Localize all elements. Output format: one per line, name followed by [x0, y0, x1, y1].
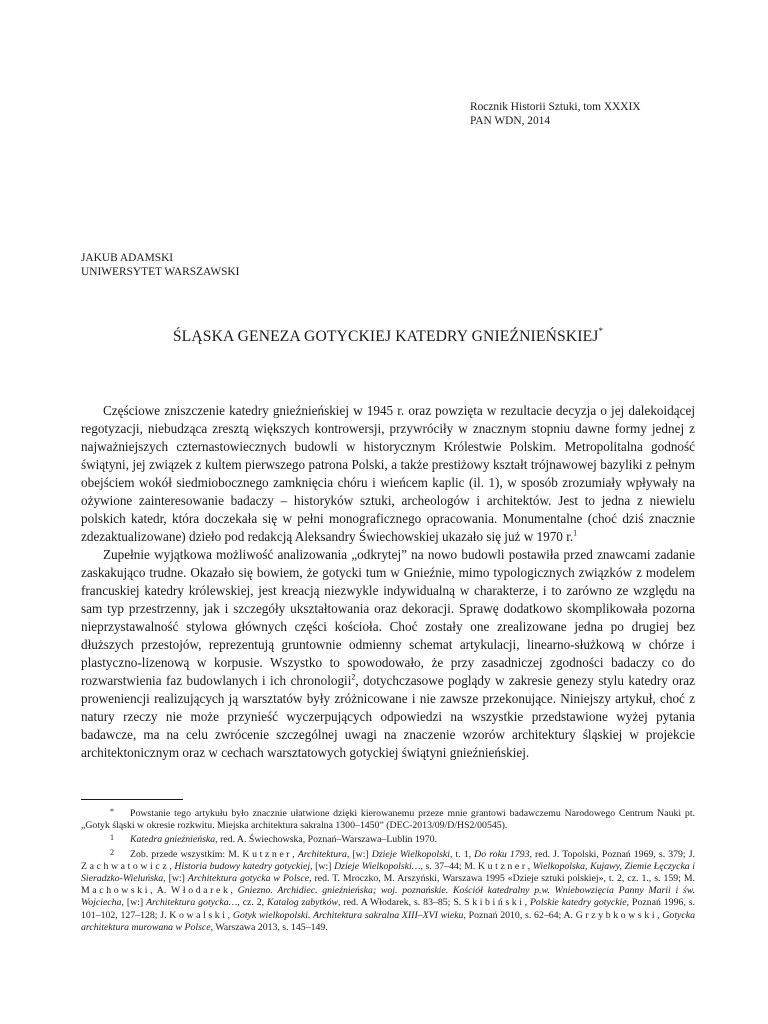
footnotes [81, 806, 695, 934]
footnote-2 [81, 847, 695, 934]
footnote-ref-1[interactable]: 1 [573, 528, 578, 538]
footnote-2-mark: 2 [110, 847, 114, 857]
fn2-work: Historia budowy katedry gotyckiej [174, 860, 311, 872]
author-block [81, 251, 239, 279]
fn2-seg: , [w:] [346, 848, 372, 860]
fn2-seg: , [169, 860, 175, 872]
article-body [81, 402, 695, 762]
fn2-author: Kowalski [169, 909, 228, 921]
fn2-seg: , Poznań 2010, s. 62–64; A. [463, 909, 576, 921]
fn2-seg: , [w:] [121, 897, 147, 909]
fn2-seg: , [w:] [310, 860, 335, 872]
fn2-work: Dzieje Wielkopolski [371, 848, 450, 860]
fn2-seg: , red. J. Topolski, Poznań 1969, s. 379; J. [529, 848, 695, 860]
footnote-star-mark: * [110, 807, 114, 816]
fn2-seg: , [230, 885, 238, 897]
fn2-seg: , Warszawa 2013, s. 145–149. [210, 921, 328, 933]
fn2-work: Wielkopolska, Kujawy, Ziemie Łęczycka i Sieradzko-Wieluńska [81, 860, 696, 885]
fn2-seg: Zob. przede wszystkim: M. [130, 848, 243, 860]
fn2-author: Kutzner [242, 848, 293, 860]
fn2-author: Włodarek [171, 885, 231, 897]
footnote-star-text: Powstanie tego artykułu było znacznie ułatwione dzięki kierowanemu przeze mnie grantowi badawczemu Narodowego Centrum Nauki pt. „Gotyk śląski w okresie rozkwitu. Miejska architektura sakralna 1300–1450” (DEC-2013/09/D/HS2/00545). [81, 808, 695, 832]
fn2-seg: , t. 1, [449, 848, 475, 860]
fn2-author: Skibiński [464, 897, 525, 909]
journal-publisher: PAN WDN, 2014 [470, 115, 551, 127]
fn2-seg: , s. 37–44; M. [420, 860, 478, 872]
fn2-work: Architektura [297, 848, 347, 860]
fn2-work: Do roku 1793 [474, 848, 530, 860]
paragraph-1 [81, 402, 695, 546]
fn2-seg: , [292, 848, 298, 860]
footnote-separator [81, 799, 183, 800]
fn2-work: Dzieje Wielkopolski… [334, 860, 421, 872]
journal-title: Rocznik Historii Sztuki, tom XXXIX [470, 101, 641, 113]
footnote-1-text: , red. A. Świechowska, Poznań–Warszawa–Lublin 1970. [215, 834, 437, 846]
paragraph-2-text-b: , dotychczasowe poglądy w zakresie genezy stylu katedry oraz proweniencji realizujących ją warsztatów były zróżnicowane i nie zawsze przekonujące. Niniejszy artykuł, choć z natury rzeczy nie może przynieść wyczerpujących odpowiedzi na wszystkie przedstawione wyżej pytania badawcze, ma na celu zwrócenie szczególnej uwagi na znaczenie wzorów architektury śląskiej w projekcie architektonicznym oraz w cechach warsztatowych gotyckiej świątyni gnieźnieńskiej. [81, 673, 695, 760]
author-affiliation: UNIWERSYTET WARSZAWSKI [81, 266, 240, 278]
fn2-author: Kutzner [477, 860, 528, 872]
fn2-seg: , A. [150, 885, 172, 897]
article-title-text: ŚLĄSKA GENEZA GOTYCKIEJ KATEDRY GNIEŹNIEŃSKIEJ [172, 328, 599, 346]
fn2-work: Gotyk wielkopolski. Architektura sakralna XIII–XVI wieku [232, 909, 464, 921]
author-name: JAKUB ADAMSKI [81, 252, 174, 264]
footnote-1-title: Katedra gnieźnieńska [130, 834, 216, 846]
footnote-1 [81, 832, 695, 846]
footnote-ref-2[interactable]: 2 [351, 672, 356, 682]
title-footnote-mark[interactable]: * [598, 326, 604, 336]
paragraph-1-text: Częściowe zniszczenie katedry gnieźnieńskiej w 1945 r. oraz powzięta w rezultacie decyzja o jej dalekoidącej regotyzacji, niebudząca zresztą większych kontrowersji, przywróciły w znacznym stopniu dawne formy jednej z najważniejszych czternastowiecznych budowli w historycznym Królestwie Polskim. Metropolitalna godność świątyni, jej związek z kultem pierwszego patrona Polski, a także prestiżowy kształt trójnawowej bazyliki z pełnym obejściem wokół siedmiobocznego zamknięcia chóru i wieńcem kaplic (il. 1), w sposób zrozumiały wpływały na ożywione zainteresowanie badaczy – historyków sztuki, archeologów i architektów. Jest to jedna z niewielu polskich katedr, która doczekała się w pełni monograficznego opracowania. Monumentalne (choć dziś znacznie zdezaktualizowane) dzieło pod redakcją Aleksandry Świechowskiej ukazało się już w 1970 r. [81, 403, 695, 544]
fn2-author: Grzybkowski [575, 909, 658, 921]
paragraph-2-text-a: Zupełnie wyjątkowa możliwość analizowania „odkrytej” na nowo budowli postawiła przed znawcami zadanie zaskakująco trudne. Okazało się bowiem, że gotycki tum w Gnieźnie, mimo typologicznych związków z modelem francuskiej katedry królewskiej, jest kreacją niezwykle indywidualną w charakterze, i to zarówno ze względu na sam typ przestrzenny, jak i szczegóły ukształtowania oraz dekoracji. Sprawę dodatkowo skomplikowała pozorna nieprzystawalność stylowa głównych części kościoła. Choć zostały one zrealizowane jedna po drugiej bez dłuższych przestojów, reprezentują gruntownie odmienny schemat artykulacji, linearno-służkową w chórze i plastyczno-lizenową w korpusie. Wszystko to spowodowało, że przy zasadniczej zgodności badaczy co do rozwarstwienia faz budowlanych i ich chronologii [81, 547, 695, 688]
fn2-work: Polskie katedry gotyckie [529, 897, 627, 909]
fn2-work: Gotycka architektura murowana w Polsce [81, 909, 695, 933]
fn2-work: Katalog zabytków [267, 897, 339, 909]
footnote-1-mark: 1 [110, 833, 114, 843]
paragraph-2 [81, 546, 695, 762]
journal-header [470, 100, 695, 128]
fn2-seg: , [524, 897, 530, 909]
fn2-author: Machowski [81, 885, 151, 897]
footnote-star [81, 806, 695, 832]
fn2-seg: , red. A Włodarek, s. 83–85; S. [338, 897, 465, 909]
fn2-seg: , red. T. Mroczko, M. Arszyński, Warszawa 1995 «Dzieje sztuki polskiej», t. 2, cz. 1., s. 159; M. [309, 873, 695, 885]
fn2-seg: , Poznań 1996, s. 101–102, 127–128; J. [81, 897, 696, 921]
article-title [81, 327, 695, 346]
fn2-seg: , [527, 860, 533, 872]
fn2-author: Zachwatowicz [81, 860, 170, 872]
fn2-work: Gniezno. Archidiec. gnieźnieńska; woj. poznańskie. Kościół katedralny p.w. Wniebowzięcia Panny Marii i św. Wojciecha [81, 885, 695, 909]
fn2-work: Architektura gotycka… [146, 897, 238, 909]
fn2-seg: , [w:] [163, 873, 188, 885]
fn2-work: Architektura gotycka w Polsce [187, 873, 310, 885]
fn2-seg: , [227, 909, 233, 921]
fn2-seg: , [657, 909, 663, 921]
fn2-seg: , cz. 2, [237, 897, 268, 909]
